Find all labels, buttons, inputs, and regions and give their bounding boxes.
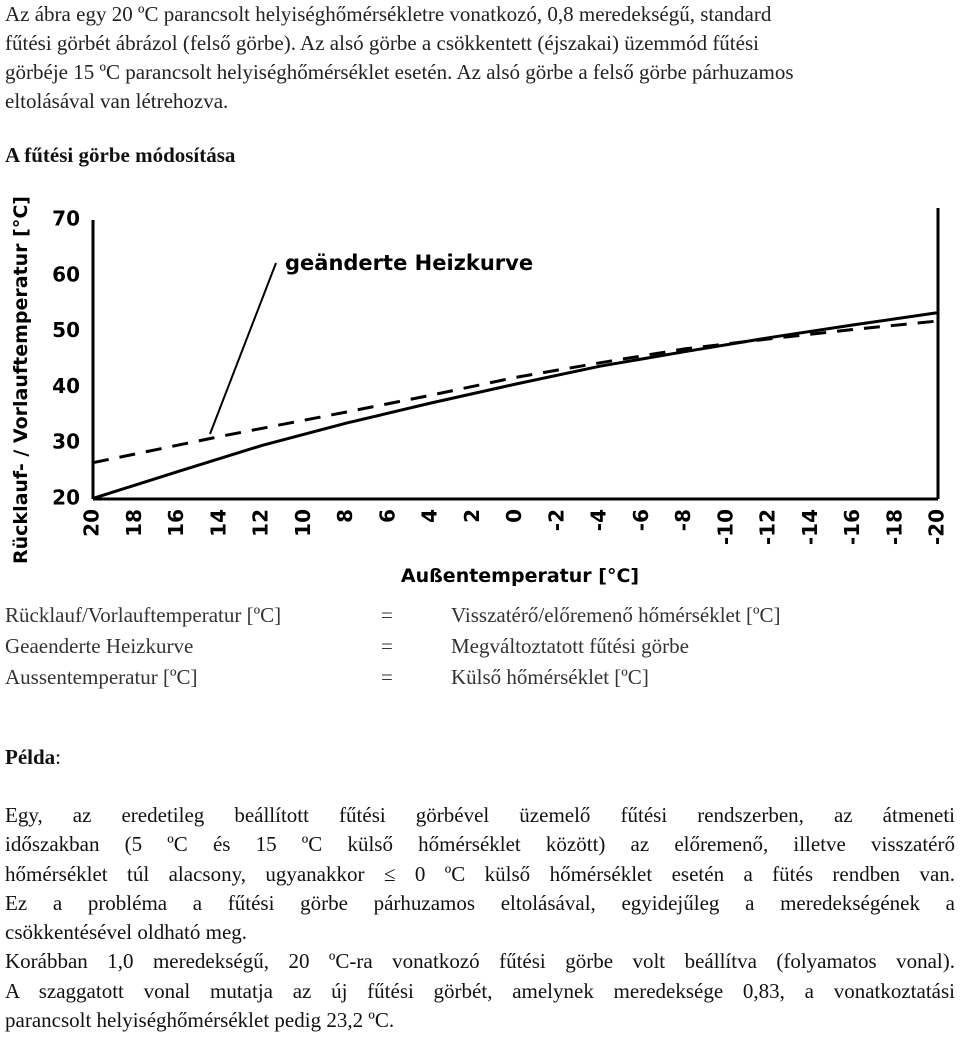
x-tick-label: 8 (333, 509, 357, 523)
body-line: csökkentésével oldható meg. (5, 920, 248, 945)
x-tick-label: -20 (924, 509, 949, 546)
heating-curve-chart (0, 190, 960, 600)
example-label-colon: : (55, 745, 62, 769)
y-tick-label: 20 (52, 485, 80, 510)
glossary (5, 600, 955, 693)
section-heading: A fűtési görbe módosítása (5, 143, 236, 167)
x-tick-labels (80, 509, 949, 545)
body-line: Egy, az eredetileg beállított fűtési görbével üzemelő fűtési rendszerben, az átmeneti (5, 803, 955, 827)
x-tick-label: -18 (882, 509, 907, 546)
annotation-leader-line (210, 263, 276, 434)
intro-line: Az ábra egy 20 ºC parancsolt helyiséghőmérsékletre vonatkozó, 0,8 meredekségű, standard (5, 2, 772, 26)
body-line: A szaggatott vonal mutatja az új fűtési görbét, amelynek meredeksége 0,83, a vonatkoztatási (5, 978, 955, 1003)
y-tick-label: 30 (52, 429, 80, 454)
intro-paragraph (5, 0, 955, 116)
x-tick-label: -14 (797, 509, 822, 546)
glossary-translation: Megváltoztatott fűtési görbe (451, 634, 689, 658)
x-tick-label: -6 (628, 509, 653, 532)
x-tick-label: 12 (248, 509, 273, 537)
glossary-row (5, 662, 955, 693)
body-line: Ez a probléma a fűtési görbe párhuzamos eltolásával, egyidejűleg a meredekségének a (5, 890, 955, 915)
x-tick-label: -4 (586, 509, 611, 532)
y-tick-label: 50 (52, 318, 80, 343)
y-tick-labels (52, 207, 80, 510)
glossary-translation: Visszatérő/előremenő hőmérséklet [ºC] (451, 603, 781, 627)
body-text: hőmérséklet túl alacsony, ugyanakkor (5, 861, 365, 886)
x-tick-label: -8 (671, 509, 695, 532)
glossary-translation: Külső hőmérséklet [ºC] (451, 665, 649, 689)
x-tick-label: 4 (417, 509, 442, 523)
glossary-term: Geaenderte Heizkurve (5, 634, 194, 658)
example-label (5, 745, 61, 770)
glossary-term: Aussentemperatur [ºC] (5, 665, 198, 689)
annotation-label: geänderte Heizkurve (285, 251, 534, 275)
y-axis-label: Rücklauf- / Vorlauftemperatur [°C] (10, 196, 32, 564)
x-tick-label: 2 (459, 509, 484, 523)
intro-line: görbéje 15 ºC parancsolt helyiséghőmérséklet esetén. Az alsó görbe a felső görbe párhuzamos (5, 60, 794, 84)
solid-curve-line (93, 313, 938, 499)
glossary-term: Rücklauf/Vorlauftemperatur [ºC] (5, 603, 282, 627)
x-tick-label: 10 (290, 509, 315, 537)
x-tick-label: 18 (121, 509, 146, 537)
example-label-text: Példa (5, 745, 56, 769)
x-tick-label: -16 (840, 509, 864, 546)
x-tick-label: 6 (375, 509, 400, 523)
body-line: parancsolt helyiséghőmérséklet pedig 23,2 ºC. (5, 1008, 395, 1033)
x-tick-label: -12 (755, 509, 780, 546)
x-tick-label: 0 (502, 509, 526, 523)
glossary-equals: = (381, 665, 393, 689)
glossary-row (5, 600, 955, 631)
intro-line: eltolásával van létrehozva. (5, 89, 229, 113)
x-tick-label: -10 (713, 509, 738, 546)
glossary-row (5, 631, 955, 662)
intro-line: fűtési görbét ábrázol (felső görbe). Az alsó görbe a csökkentett (éjszakai) üzemmód fűtési (5, 31, 759, 55)
example-body (5, 801, 955, 1035)
body-text: 0 ºC külső hőmérséklet esetén a fütés rendben van. (414, 861, 956, 886)
x-tick-label: 16 (164, 509, 188, 537)
x-tick-label: 20 (79, 509, 104, 537)
y-tick-label: 70 (52, 206, 80, 231)
x-tick-label: -2 (544, 509, 569, 532)
x-axis-label: Außentemperatur [°C] (400, 565, 640, 587)
glossary-equals: = (381, 634, 393, 658)
series-lines (93, 313, 938, 499)
x-tick-label: 14 (206, 509, 231, 537)
body-line: időszakban (5 ºC és 15 ºC külső hőmérséklet között) az előremenő, illetve visszatérő (5, 832, 955, 857)
body-line: Korábban 1,0 meredekségű, 20 ºC-ra vonatkozó fűtési görbe volt beállítva (folyamatos vonal). (5, 949, 955, 974)
body-line (5, 860, 955, 889)
y-tick-label: 40 (52, 373, 80, 398)
glossary-equals: = (381, 603, 393, 627)
dashed-curve-line (93, 321, 938, 463)
less-or-equal-symbol: ≤ (383, 861, 396, 886)
y-tick-label: 60 (52, 262, 80, 287)
